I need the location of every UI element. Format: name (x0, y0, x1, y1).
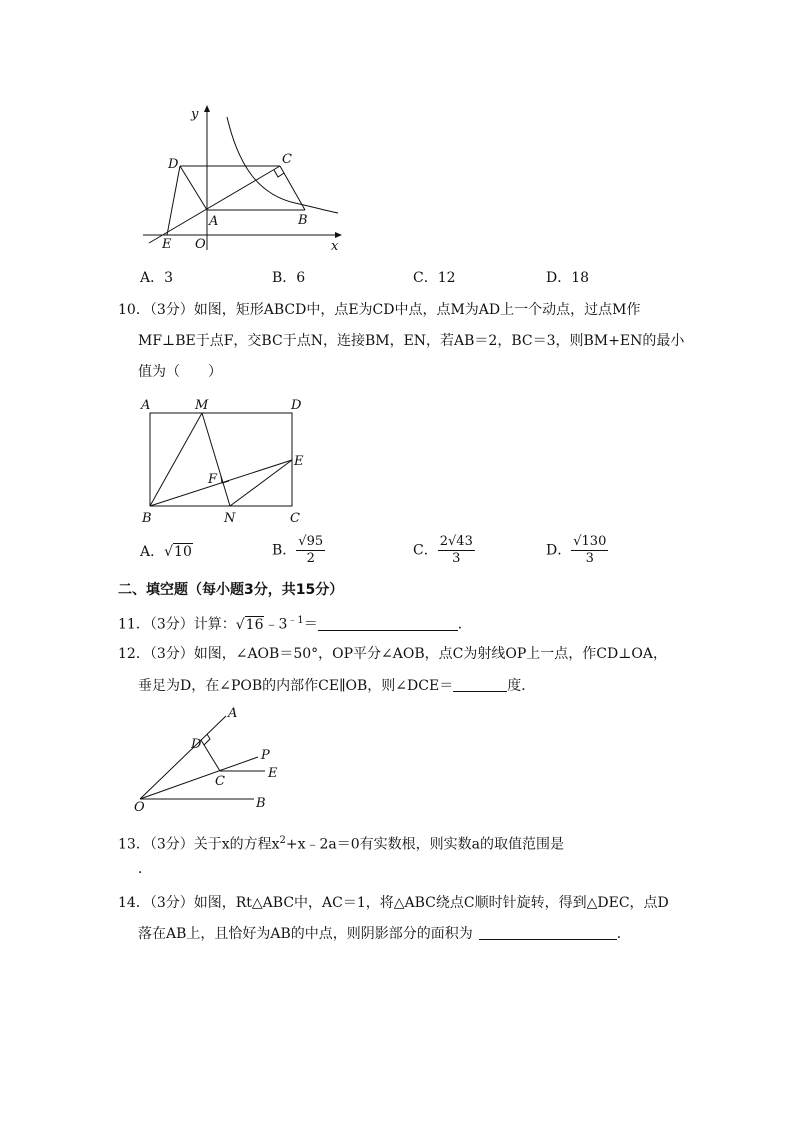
ray-OP (140, 757, 258, 799)
q10-option-b[interactable] (272, 534, 325, 567)
label-E: E (294, 454, 304, 469)
label-M: M (195, 398, 209, 413)
label-C: C (290, 511, 300, 526)
segment-DA (180, 166, 207, 210)
q12-line2-text: 垂足为D，在∠POB的内部作CE∥OB，则∠DCE＝ (138, 678, 454, 694)
label-D: D (191, 737, 202, 752)
q13-line2: ． (138, 861, 152, 877)
label-O: O (195, 237, 206, 252)
label-A: A (228, 706, 238, 721)
q13-line1 (118, 831, 564, 855)
q10-option-d[interactable] (546, 534, 608, 567)
label-N: N (224, 511, 236, 526)
q12-line1: 12．（3分）如图，∠AOB＝50°，OP平分∠AOB，点C为射线OP上一点，作CD⊥OA， (118, 646, 667, 662)
denominator: 2 (306, 551, 315, 566)
segment-DE (167, 166, 180, 235)
label-B: B (298, 213, 308, 228)
denominator: 3 (585, 551, 594, 566)
radicand: 16 (245, 616, 264, 633)
y-axis-arrow (204, 105, 210, 112)
q11 (118, 611, 472, 635)
q9-option-c[interactable]: C．12 (413, 270, 456, 286)
x-axis-arrow (335, 232, 342, 238)
answer-blank[interactable] (479, 925, 617, 940)
q14-line1: 14．（3分）如图，Rt△ABC中，AC＝1，将△ABC绕点C顺时针旋转，得到△DEC，点D (118, 895, 669, 911)
q12-line2 (138, 676, 535, 696)
answer-blank[interactable] (453, 677, 507, 692)
label-P: P (261, 748, 270, 763)
label-E: E (162, 237, 172, 252)
label-C: C (282, 152, 292, 167)
segment-CB (280, 166, 305, 210)
q9-figure (135, 100, 350, 255)
label-C: C (215, 774, 225, 789)
label-E: E (268, 766, 278, 781)
radicand: 43 (456, 534, 473, 549)
fraction: $\frac{√130}{3}$ (573, 534, 607, 566)
rectangle-ABCD (150, 413, 292, 506)
denominator: 3 (452, 551, 461, 566)
q10-option-a[interactable] (140, 542, 193, 562)
right-angle-mark (204, 734, 210, 745)
exponent: ﹣1 (287, 615, 304, 626)
q14-line2-text: 落在AB上，且恰好为AB的中点，则阴影部分的面积为 (138, 926, 473, 942)
q10-option-c[interactable] (413, 534, 475, 567)
label-x: x (331, 239, 339, 254)
q12-figure (130, 703, 290, 815)
label-A: A (209, 214, 219, 229)
q13-text-b: +x﹣2a＝0有实数根，则实数a的取值范围是 (285, 836, 565, 853)
q13-text-a: 13．（3分）关于x的方程x (118, 836, 280, 853)
option-prefix: A． (140, 544, 165, 560)
q10-line1: 10．（3分）如图，矩形ABCD中，点E为CD中点，点M为AD上一个动点，过点M作 (118, 302, 641, 318)
sqrt-expression: √10 (164, 544, 192, 560)
q14-line2 (138, 924, 631, 944)
section-heading: 二、填空题（每小题3分，共15分） (118, 582, 344, 598)
q10-figure (135, 393, 315, 528)
label-O: O (134, 800, 145, 815)
exponent: 2 (279, 835, 286, 846)
radicand: 130 (581, 534, 607, 549)
fraction: $\frac{2√43}{3}$ (439, 534, 473, 566)
answer-blank[interactable] (318, 616, 458, 631)
q11-prefix: 11．（3分）计算： (118, 616, 236, 633)
equals: ＝ (303, 616, 318, 633)
q9-option-d[interactable]: D．18 (546, 270, 590, 286)
coefficient: 2 (439, 534, 448, 549)
option-prefix: C． (413, 542, 438, 559)
label-D: D (291, 398, 302, 413)
q10-line2: MF⊥BE于点F，交BC于点N，连接BM，EN，若AB＝2，BC＝3，则BM+EN的最小 (138, 333, 685, 349)
sqrt-expression: √16 (235, 616, 264, 633)
segment-EN (230, 460, 292, 506)
option-prefix: B． (272, 542, 297, 559)
radicand: 95 (306, 534, 324, 549)
q9-option-b[interactable]: B．6 (272, 270, 306, 286)
label-y: y (191, 107, 199, 122)
fraction: $\frac{√95}{2}$ (298, 534, 324, 566)
q9-option-a[interactable]: A．3 (140, 270, 174, 286)
label-B: B (256, 796, 266, 811)
label-D: D (168, 157, 179, 172)
q12-unit: 度． (507, 678, 536, 694)
label-B: B (142, 511, 152, 526)
label-F: F (208, 472, 218, 487)
segment-MN (202, 413, 230, 506)
line-EC (149, 166, 280, 243)
radicand: 10 (174, 544, 192, 560)
option-prefix: D． (546, 542, 572, 559)
ray-OA (140, 716, 226, 799)
period: ． (457, 616, 472, 633)
q11-rest: ﹣3 (264, 616, 288, 633)
q10-line3: 值为（ ） (138, 364, 222, 380)
label-A: A (141, 398, 151, 413)
period: ． (616, 926, 631, 942)
